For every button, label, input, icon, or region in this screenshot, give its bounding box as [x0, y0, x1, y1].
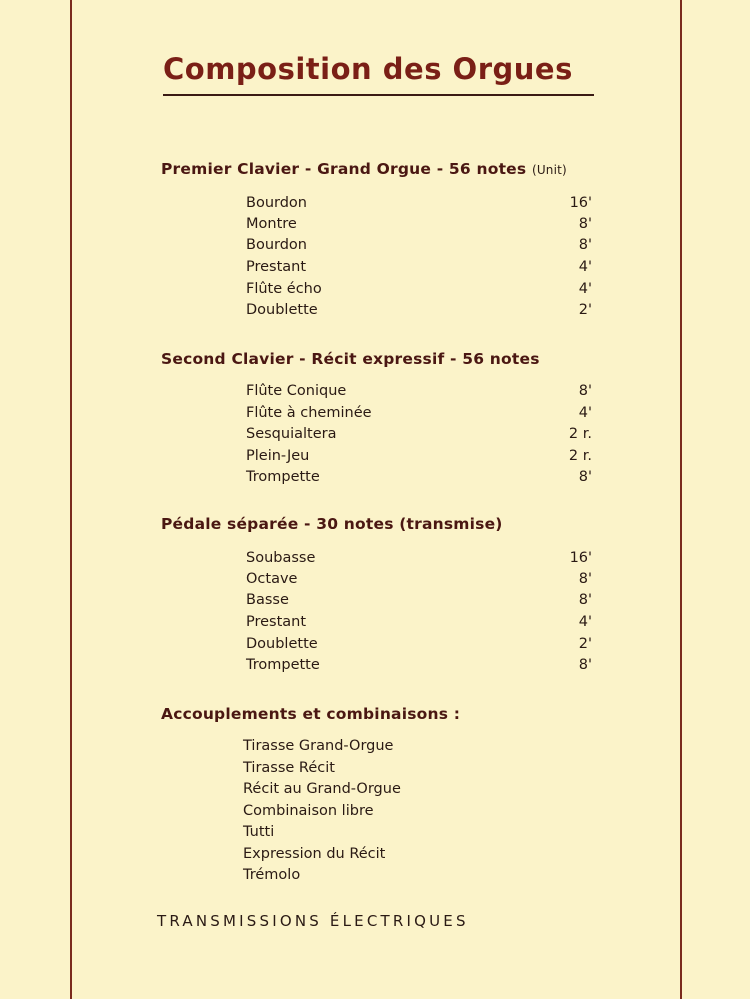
stop-name: Bourdon — [246, 237, 307, 253]
stop-row — [246, 446, 592, 467]
left-margin-rule — [70, 0, 72, 999]
stop-name: Octave — [246, 571, 298, 587]
stop-size: 16' — [569, 195, 592, 211]
stop-name: Sesquialtera — [246, 426, 337, 442]
accessory-item: Expression du Récit — [243, 846, 386, 862]
section-heading-grand-orgue — [161, 160, 567, 178]
stop-name: Trompette — [246, 469, 320, 485]
footer-note: TRANSMISSIONS ÉLECTRIQUES — [157, 912, 469, 930]
stop-row — [246, 590, 592, 611]
stop-name: Basse — [246, 592, 289, 608]
stop-size: 4' — [578, 614, 592, 630]
stop-row — [246, 403, 592, 424]
accessory-item: Récit au Grand-Orgue — [243, 781, 401, 797]
stop-row — [246, 279, 592, 300]
accessory-item: Trémolo — [243, 867, 301, 883]
stop-row — [246, 424, 592, 445]
section-heading-text: Premier Clavier - Grand Orgue - 56 notes — [161, 160, 527, 178]
accessory-item: Tutti — [243, 824, 275, 840]
stop-name: Doublette — [246, 302, 318, 318]
page-title: Composition des Orgues — [163, 52, 573, 86]
stop-size: 2 r. — [568, 426, 592, 442]
stop-size: 4' — [578, 405, 592, 421]
title-underline — [163, 94, 594, 96]
stop-size: 16' — [569, 550, 592, 566]
stop-name: Trompette — [246, 657, 320, 673]
stop-size: 2' — [578, 302, 592, 318]
stop-row — [246, 214, 592, 235]
stop-size: 8' — [578, 383, 592, 399]
stop-row — [246, 300, 592, 321]
stop-row — [246, 569, 592, 590]
section-heading-pedale — [161, 515, 503, 533]
stop-size: 2 r. — [568, 448, 592, 464]
stop-size: 8' — [578, 592, 592, 608]
stop-row — [246, 381, 592, 402]
stop-name: Bourdon — [246, 195, 307, 211]
stop-size: 8' — [578, 571, 592, 587]
section-heading-text: Accouplements et combinaisons : — [161, 705, 461, 723]
stop-size: 8' — [578, 216, 592, 232]
stop-size: 8' — [578, 237, 592, 253]
section-heading-text: Pédale séparée - 30 notes (transmise) — [161, 515, 503, 533]
stop-name: Plein-Jeu — [246, 448, 310, 464]
stop-size: 4' — [578, 259, 592, 275]
stop-name: Flûte écho — [246, 281, 322, 297]
stop-row — [246, 655, 592, 676]
section-heading-recit — [161, 350, 540, 368]
stop-name: Montre — [246, 216, 297, 232]
accessory-item: Tirasse Récit — [243, 760, 335, 776]
stop-row — [246, 612, 592, 633]
section-heading-accessories — [161, 705, 460, 723]
stop-name: Prestant — [246, 614, 307, 630]
stop-size: 8' — [578, 657, 592, 673]
right-margin-rule — [680, 0, 682, 999]
stop-row — [246, 634, 592, 655]
stop-name: Flûte Conique — [246, 383, 347, 399]
stop-size: 8' — [578, 469, 592, 485]
stop-name: Prestant — [246, 259, 307, 275]
stop-row — [246, 193, 592, 214]
stop-row — [246, 467, 592, 488]
accessory-item: Tirasse Grand-Orgue — [243, 738, 394, 754]
stop-name: Flûte à cheminée — [246, 405, 372, 421]
section-heading-note: (Unit) — [531, 163, 567, 177]
stop-name: Doublette — [246, 636, 318, 652]
stop-row — [246, 235, 592, 256]
stop-name: Soubasse — [246, 550, 316, 566]
stop-row — [246, 548, 592, 569]
stop-size: 2' — [578, 636, 592, 652]
stop-size: 4' — [578, 281, 592, 297]
section-heading-text: Second Clavier - Récit expressif - 56 notes — [161, 350, 540, 368]
stop-row — [246, 257, 592, 278]
accessory-item: Combinaison libre — [243, 803, 374, 819]
